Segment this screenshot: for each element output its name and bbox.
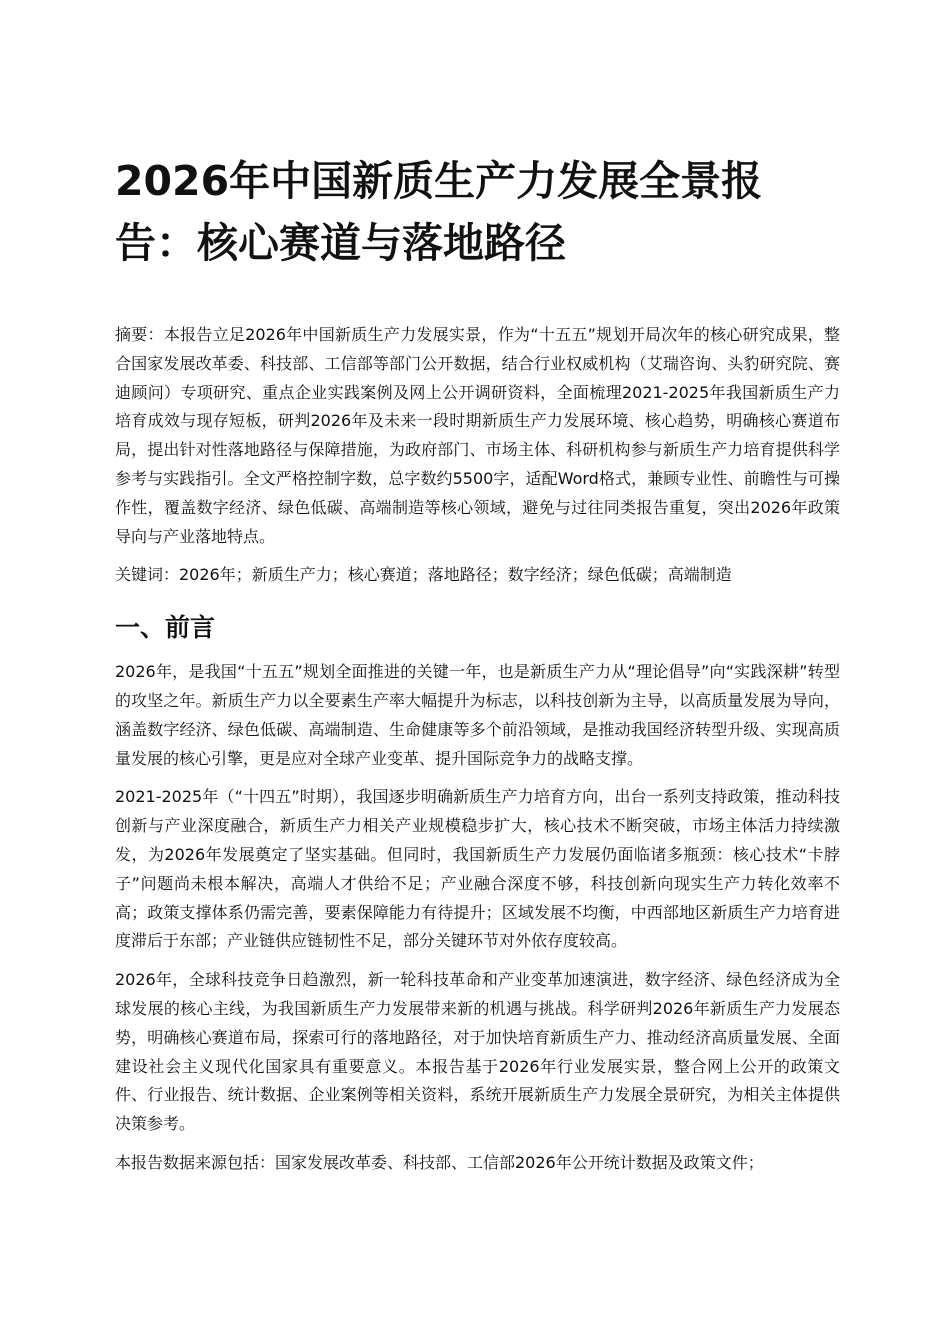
abstract-paragraph: 摘要：本报告立足2026年中国新质生产力发展实景，作为“十五五”规划开局次年的核心研究成果，整合国家发展改革委、科技部、工信部等部门公开数据，结合行业权威机构（艾瑞咨询、头豹研究院、赛迪顾问）专项研究、重点企业实践案例及网上公开调研资料，全面梳理2021-2025年我国新质生产力培育成效与现存短板，研判2026年及未来一段时期新质生产力发展环境、核心趋势，明确核心赛道布局，提出针对性落地路径与保障措施，为政府部门、市场主体、科研机构参与新质生产力培育提供科学参考与实践指引。全文严格控制字数，总字数约5500字，适配Word格式，兼顾专业性、前瞻性与可操作性，覆盖数字经济、绿色低碳、高端制造等核心领域，避免与过往同类报告重复，突出2026年政策导向与产业落地特点。 [115, 325, 840, 546]
body-paragraph: 2026年，全球科技竞争日趋激烈，新一轮科技革命和产业变革加速演进，数字经济、绿色经济成为全球发展的核心主线，为我国新质生产力发展带来新的机遇与挑战。科学研判2026年新质生产力发展态势，明确核心赛道布局，探索可行的落地路径，对于加快培育新质生产力、推动经济高质量发展、全面建设社会主义现代化国家具有重要意义。本报告基于2026年行业发展实景，整合网上公开的政策文件、行业报告、统计数据、企业案例等相关资料，系统开展新质生产力发展全景研究，为相关主体提供决策参考。 [115, 970, 840, 1134]
body-paragraph: 本报告数据来源包括：国家发展改革委、科技部、工信部2026年公开统计数据及政策文件； [115, 1152, 764, 1172]
body-paragraph: 2021-2025年（“十四五”时期），我国逐步明确新质生产力培育方向，出台一系列支持政策，推动科技创新与产业深度融合，新质生产力相关产业规模稳步扩大，核心技术不断突破，市场主体活力持续激发，为2026年发展奠定了坚实基础。但同时，我国新质生产力发展仍面临诸多瓶颈：核心技术“卡脖子”问题尚未根本解决，高端人才供给不足；产业融合深度不够，科技创新向现实生产力转化效率不高；政策支撑体系仍需完善，要素保障能力有待提升；区域发展不均衡，中西部地区新质生产力培育进度滞后于东部；产业链供应链韧性不足，部分关键环节对外依存度较高。 [115, 787, 840, 951]
section-heading-preface: 一、前言 [115, 613, 216, 643]
document-page [115, 150, 840, 1188]
document-title: 2026年中国新质生产力发展全景报告：核心赛道与落地路径 [115, 157, 763, 267]
body-paragraph: 2026年，是我国“十五五”规划全面推进的关键一年，也是新质生产力从“理论倡导”向“实践深耕”转型的攻坚之年。新质生产力以全要素生产率大幅提升为标志，以科技创新为主导，以高质量发展为导向，涵盖数字经济、绿色低碳、高端制造、生命健康等多个前沿领域，是推动我国经济转型升级、实现高质量发展的核心引擎，更是应对全球产业变革、提升国际竞争力的战略支撑。 [115, 662, 840, 768]
keywords-line: 关键词：2026年；新质生产力；核心赛道；落地路径；数字经济；绿色低碳；高端制造 [115, 565, 732, 585]
